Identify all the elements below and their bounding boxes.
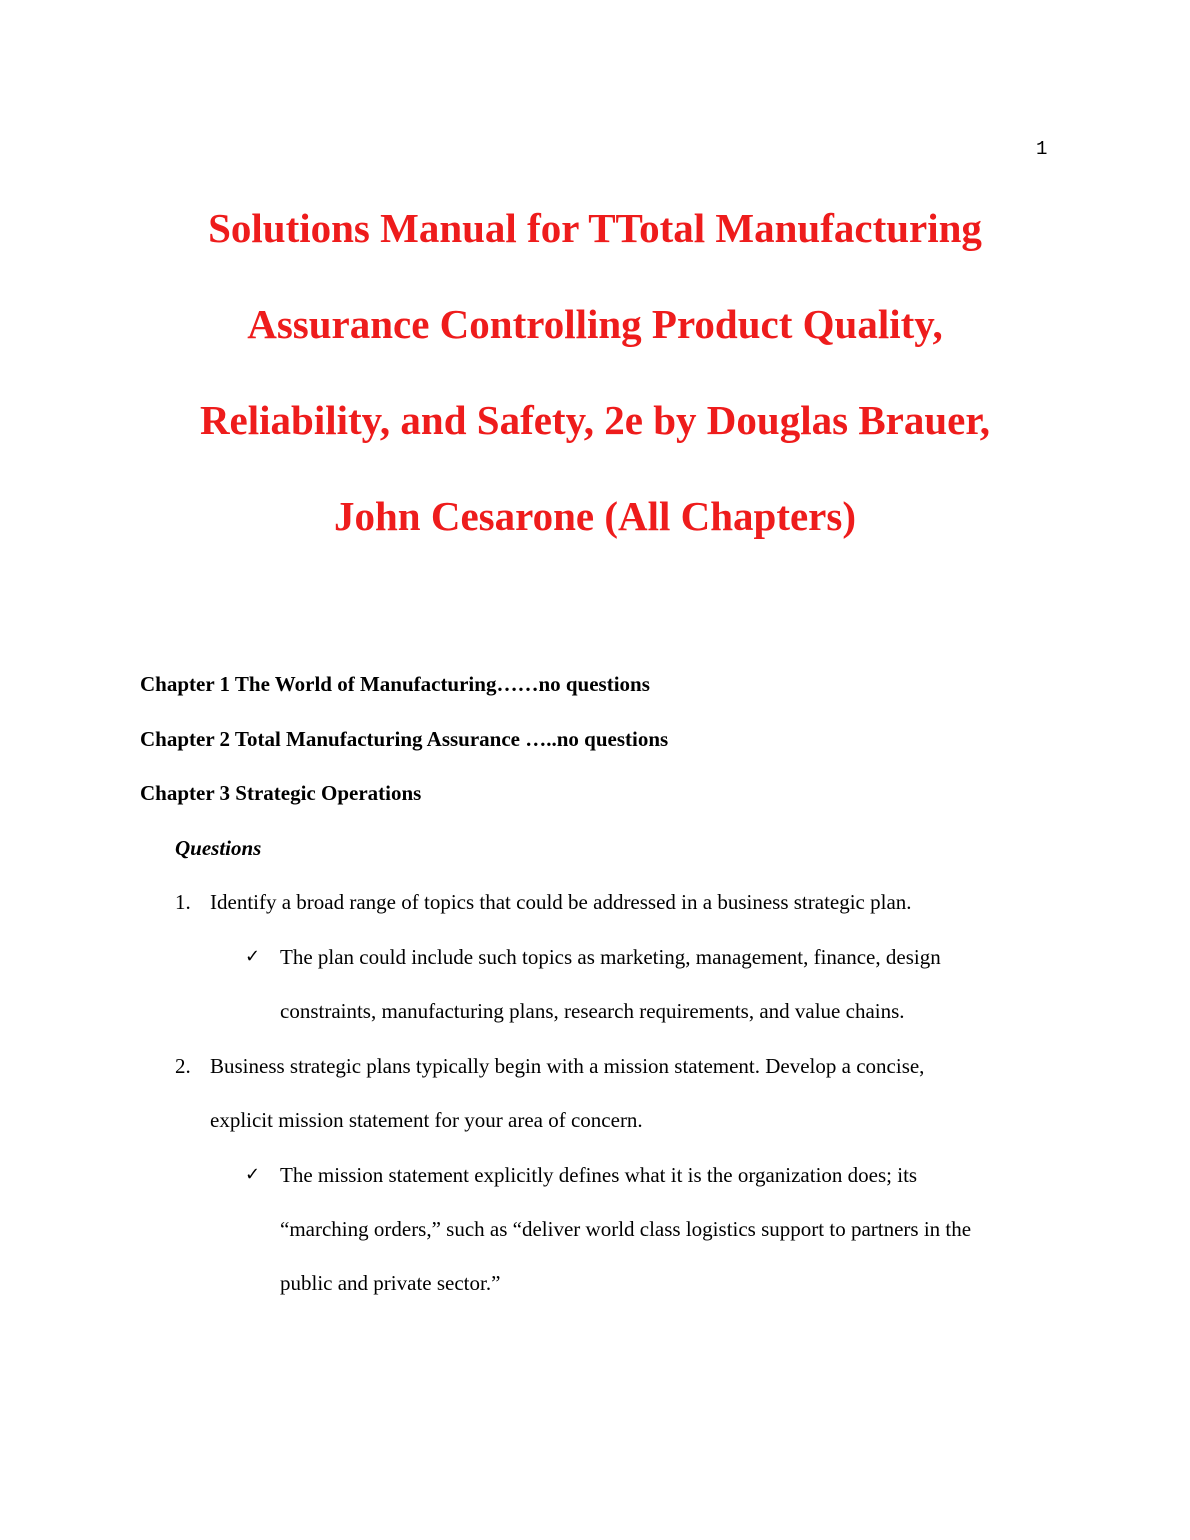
title-line: Solutions Manual for TTotal Manufacturing (208, 205, 982, 251)
question-1-number: 1. (175, 890, 191, 914)
answer-1-line: The plan could include such topics as marketing, management, finance, design (280, 945, 941, 969)
question-1-text: Identify a broad range of topics that could be addressed in a business strategic plan. (210, 890, 912, 914)
page-number: 1 (1036, 138, 1048, 160)
question-2-line: Business strategic plans typically begin with a mission statement. Develop a concise, (210, 1054, 925, 1078)
chapter-1-heading: Chapter 1 The World of Manufacturing……no questions (140, 672, 650, 696)
document-title (0, 180, 1190, 564)
questions-heading: Questions (175, 836, 262, 860)
question-2-number: 2. (175, 1054, 191, 1078)
answer-2-line: “marching orders,” such as “deliver world class logistics support to partners in the (280, 1217, 972, 1241)
answer-1-line: constraints, manufacturing plans, research requirements, and value chains. (280, 999, 905, 1023)
chapter-2-heading: Chapter 2 Total Manufacturing Assurance …..no questions (140, 727, 669, 751)
title-line: John Cesarone (All Chapters) (334, 493, 856, 539)
title-line: Assurance Controlling Product Quality, (247, 301, 943, 347)
checkmark-icon: ✓ (245, 946, 261, 967)
chapter-3-heading: Chapter 3 Strategic Operations (140, 781, 422, 805)
checkmark-icon: ✓ (245, 1164, 261, 1185)
title-line: Reliability, and Safety, 2e by Douglas Brauer, (199, 397, 991, 443)
answer-2-line: The mission statement explicitly defines what it is the organization does; its (280, 1163, 918, 1187)
question-2-line: explicit mission statement for your area of concern. (210, 1108, 643, 1132)
answer-2-line: public and private sector.” (280, 1271, 501, 1295)
